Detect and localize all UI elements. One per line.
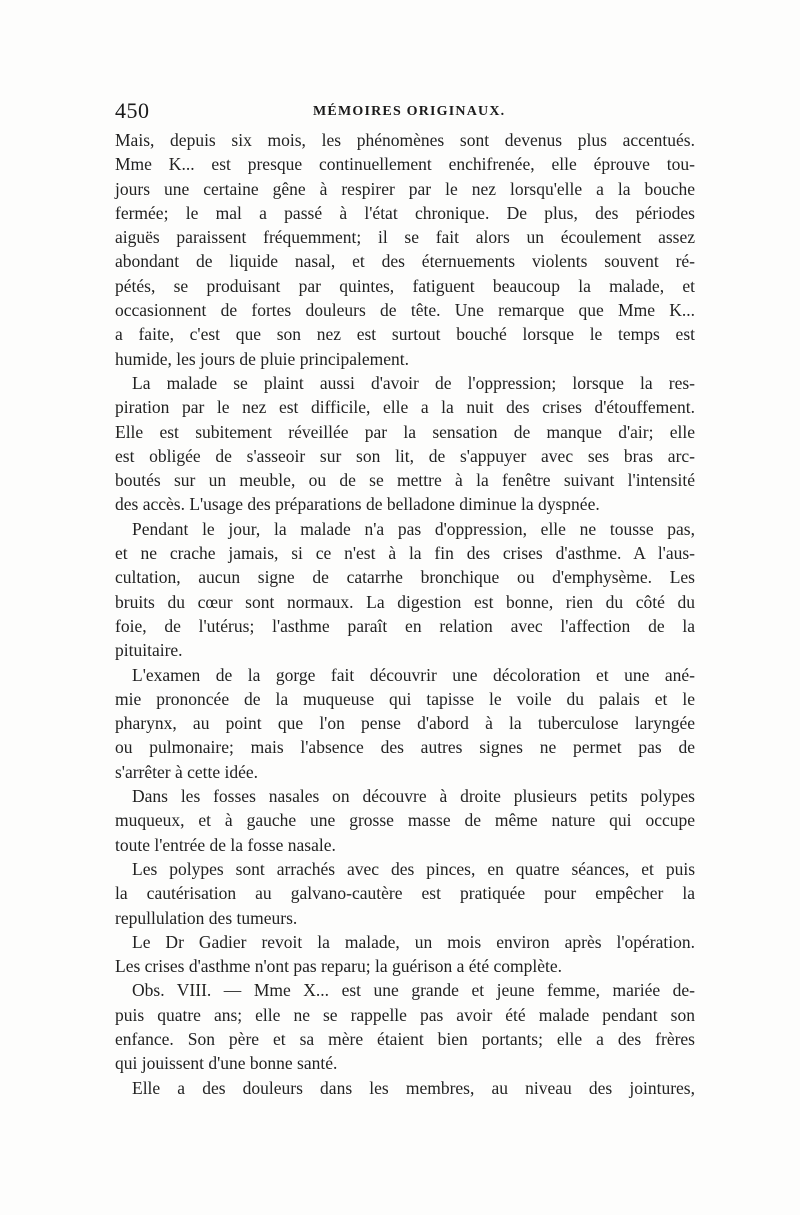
text-line: La malade se plaint aussi d'avoir de l'oppression; lorsque la res-	[132, 372, 695, 393]
text-line: Le Dr Gadier revoit la malade, un mois environ après l'opération.	[132, 931, 695, 952]
text-line: aiguës paraissent fréquemment; il se fait alors un écoulement assez	[115, 227, 695, 248]
page-header	[115, 98, 695, 124]
text-line: qui jouissent d'une bonne santé.	[115, 1053, 338, 1074]
text-line: Elle a des douleurs dans les membres, au niveau des jointures,	[132, 1077, 695, 1098]
text-line: jours une certaine gêne à respirer par le nez lorsqu'elle a la bouche	[115, 178, 695, 199]
text-line: Pendant le jour, la malade n'a pas d'oppression, elle ne tousse pas,	[132, 518, 695, 539]
text-line: des accès. L'usage des préparations de belladone diminue la dyspnée.	[115, 494, 600, 515]
text-line: a faite, c'est que son nez est surtout bouché lorsque le temps est	[115, 324, 695, 345]
text-line: abondant de liquide nasal, et des éternuements violents souvent ré-	[115, 251, 695, 272]
text-line: Mme K... est presque continuellement enchifrenée, elle éprouve tou-	[115, 154, 695, 175]
running-head: MÉMOIRES ORIGINAUX.	[313, 104, 506, 119]
text-line: mie prononcée de la muqueuse qui tapisse le voile du palais et le	[115, 688, 695, 709]
text-line: et ne crache jamais, si ce n'est à la fin des crises d'asthme. A l'aus-	[115, 543, 695, 564]
text-line: repullulation des tumeurs.	[115, 907, 298, 928]
text-line: s'arrêter à cette idée.	[115, 761, 259, 782]
text-line: enfance. Son père et sa mère étaient bien portants; elle a des frères	[115, 1028, 695, 1049]
text-line: pituitaire.	[115, 640, 183, 661]
text-line: la cautérisation au galvano-cautère est pratiquée pour empêcher la	[115, 883, 695, 904]
text-line: puis quatre ans; elle ne se rappelle pas avoir été malade pendant son	[115, 1004, 695, 1025]
text-line: ou pulmonaire; mais l'absence des autres signes ne permet pas de	[115, 737, 695, 758]
text-line: est obligée de s'asseoir sur son lit, de s'appuyer avec ses bras arc-	[115, 445, 695, 466]
text-line: foie, de l'utérus; l'asthme paraît en relation avec l'affection de la	[115, 615, 695, 636]
text-line: occasionnent de fortes douleurs de tête. Une remarque que Mme K...	[115, 300, 695, 321]
text-line: Dans les fosses nasales on découvre à droite plusieurs petits polypes	[132, 786, 695, 807]
text-line: bruits du cœur sont normaux. La digestion est bonne, rien du côté du	[115, 591, 695, 612]
text-line: pharynx, au point que l'on pense d'abord à la tuberculose laryngée	[115, 713, 695, 734]
text-line: Mais, depuis six mois, les phénomènes sont devenus plus accentués.	[115, 130, 695, 150]
body-text	[115, 128, 695, 1100]
text-line: L'examen de la gorge fait découvrir une décoloration et une ané-	[132, 664, 695, 685]
text-line: Obs. VIII. — Mme X... est une grande et jeune femme, mariée de-	[132, 980, 695, 1001]
text-line: cultation, aucun signe de catarrhe bronchique ou d'emphysème. Les	[115, 567, 695, 588]
text-line: humide, les jours de pluie principalement.	[115, 348, 410, 369]
text-line: Les crises d'asthme n'ont pas reparu; la guérison a été complète.	[115, 956, 563, 977]
text-line: piration par le nez est difficile, elle a la nuit des crises d'étouffement.	[115, 397, 695, 418]
text-line: fermée; le mal a passé à l'état chronique. De plus, des périodes	[115, 202, 695, 223]
text-line: Les polypes sont arrachés avec des pinces, en quatre séances, et puis	[132, 858, 695, 879]
text-line: toute l'entrée de la fosse nasale.	[115, 834, 336, 855]
text-line: boutés sur un meuble, ou de se mettre à la fenêtre suivant l'intensité	[115, 470, 695, 491]
page-number: 450	[115, 98, 150, 123]
text-line: muqueux, et à gauche une grosse masse de même nature qui occupe	[115, 810, 695, 831]
text-line: pétés, se produisant par quintes, fatiguent beaucoup la malade, et	[115, 275, 695, 296]
text-line: Elle est subitement réveillée par la sensation de manque d'air; elle	[115, 421, 695, 442]
